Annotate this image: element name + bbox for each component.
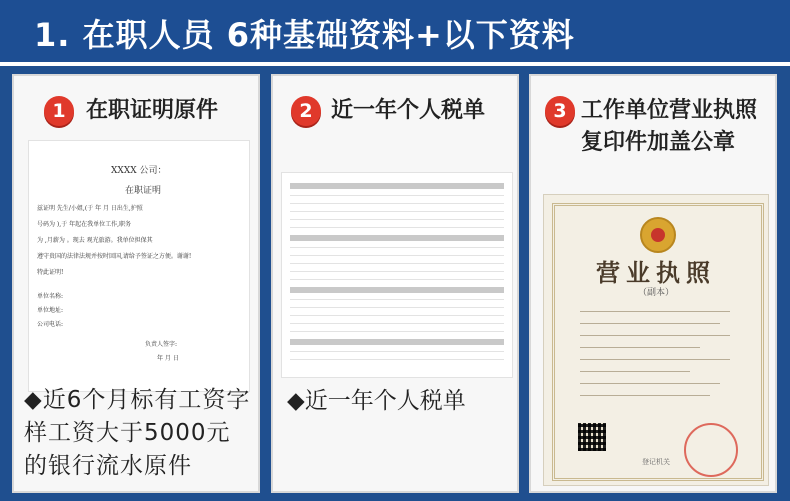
doc-line: 单位地址: <box>37 307 64 314</box>
number-badge-3: 3 <box>545 96 575 126</box>
table-row <box>290 211 504 212</box>
business-license-image <box>543 194 769 486</box>
table-row <box>290 271 504 272</box>
qr-code-icon <box>578 423 606 451</box>
doc-line: 兹证明 先生/小姐,(于 年 月 日出生,护照 <box>37 205 143 212</box>
tax-record-image <box>281 172 513 378</box>
doc-line: 遵守贵国的法律法规并按时回国,请给予签证之方便。谢谢! <box>37 253 192 260</box>
table-row <box>290 203 504 204</box>
card-title: 在职证明原件 <box>86 98 219 123</box>
license-field-line <box>580 335 730 336</box>
table-row <box>290 331 504 332</box>
table-row <box>290 307 504 308</box>
national-emblem-icon <box>640 217 676 253</box>
card-title <box>581 95 757 159</box>
table-header-band <box>290 183 504 189</box>
card-title-line: 复印件加盖公章 <box>581 130 736 155</box>
table-section-band <box>290 339 504 345</box>
license-field-line <box>580 347 700 348</box>
doc-heading: 在职证明 <box>125 186 162 196</box>
card-title-line: 工作单位营业执照 <box>581 98 758 123</box>
license-field-line <box>580 383 720 384</box>
table-section-band <box>290 287 504 293</box>
license-field-line <box>580 323 720 324</box>
doc-line: 为 ,月薪为 。现去 观光旅游。我单位担保其 <box>37 237 153 244</box>
table-row <box>290 255 504 256</box>
number-badge-2: 2 <box>291 96 321 126</box>
card-business-license <box>529 74 777 493</box>
license-field-line <box>580 395 710 396</box>
employment-proof-document <box>28 140 250 392</box>
page-header <box>0 0 790 66</box>
license-field-line <box>580 371 690 372</box>
table-row <box>290 323 504 324</box>
doc-line: 公司电话: <box>37 321 64 328</box>
license-subtitle: （副本） <box>637 288 674 298</box>
card-note: ◆近一年个人税单 <box>287 388 466 414</box>
doc-line: 年 月 日 <box>157 355 179 362</box>
card-note: ◆近6个月标有工资字样工资大于5000元的银行流水原件 <box>24 387 251 479</box>
doc-line: 负责人签字: <box>145 341 178 348</box>
license-field-line <box>580 311 730 312</box>
doc-line: 单位名称: <box>37 293 64 300</box>
table-row <box>290 263 504 264</box>
number-badge-1: 1 <box>44 96 74 126</box>
table-row <box>290 219 504 220</box>
table-row <box>290 299 504 300</box>
doc-line: 号码为 ),于 年起在我单位工作,职务 <box>37 221 131 228</box>
table-row <box>290 279 504 280</box>
doc-line: 特此证明! <box>37 269 64 276</box>
table-row <box>290 247 504 248</box>
card-tax-record <box>271 74 519 493</box>
table-row <box>290 315 504 316</box>
license-title: 营业执照 <box>596 258 716 287</box>
table-row <box>290 351 504 352</box>
license-field-line <box>580 359 730 360</box>
table-row <box>290 359 504 360</box>
table-row <box>290 195 504 196</box>
table-section-band <box>290 235 504 241</box>
table-row <box>290 227 504 228</box>
page-title: 1. 在职人员 6种基础资料+以下资料 <box>34 16 575 54</box>
card-title: 近一年个人税单 <box>331 98 486 123</box>
card-employment-proof <box>12 74 260 493</box>
red-seal-icon <box>684 423 738 477</box>
doc-company: XXXX 公司： <box>111 166 167 176</box>
license-footer: 登记机关 <box>642 458 670 466</box>
